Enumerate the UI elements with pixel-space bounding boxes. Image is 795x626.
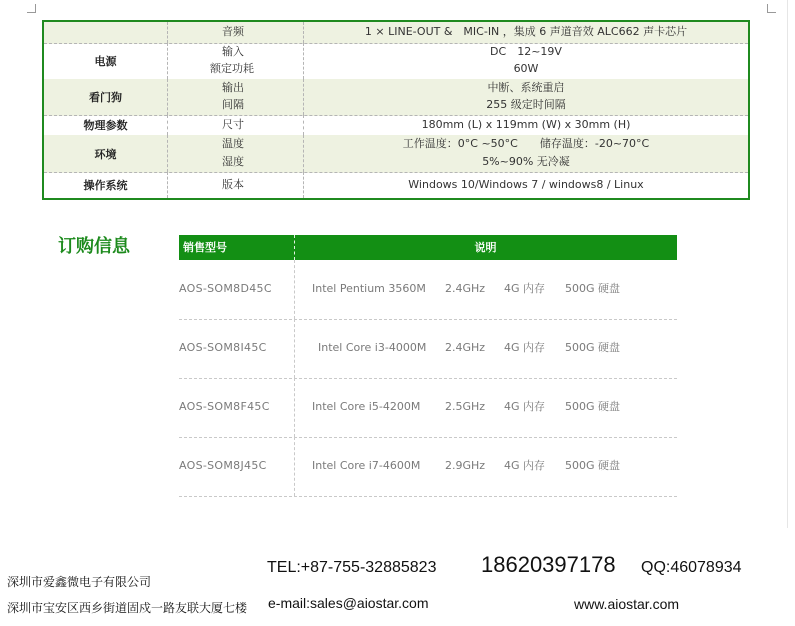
table-row <box>179 260 677 320</box>
spec-row-power <box>44 43 748 80</box>
company-address: 深圳市宝安区西乡街道固戍一路友联大厦七楼 <box>7 601 248 615</box>
cpu-spec: Intel Core i7-4600M <box>312 459 421 472</box>
header-model: 销售型号 <box>183 241 227 254</box>
disk-spec: 500G 硬盘 <box>565 341 621 354</box>
spec-table <box>42 20 750 200</box>
spec-value-cell <box>304 22 748 43</box>
memory-spec: 4G 内存 <box>504 282 546 295</box>
memory-spec: 4G 内存 <box>504 459 546 472</box>
page-margin-line <box>787 0 788 528</box>
order-table <box>179 235 677 495</box>
spec-row-watchdog <box>44 79 748 116</box>
spec-category: 物理参数 <box>44 115 168 135</box>
spec-value: 180mm (L) x 119mm (W) x 30mm (H) <box>421 118 631 131</box>
spec-value: 60W <box>513 62 539 75</box>
spec-value-cell <box>304 43 748 79</box>
website-link[interactable]: www.aiostar.com <box>574 596 680 612</box>
spec-key: 尺寸 <box>222 118 244 131</box>
spec-key-cell <box>168 22 304 43</box>
cpu-frequency: 2.9GHz <box>445 459 486 472</box>
column-divider <box>294 437 295 496</box>
memory-spec: 4G 内存 <box>504 341 546 354</box>
contact-footer <box>0 533 795 626</box>
table-row <box>179 319 677 379</box>
company-name: 深圳市爱鑫微电子有限公司 <box>7 575 152 589</box>
order-info-heading: 订购信息 <box>58 236 130 257</box>
cpu-spec: Intel Pentium 3560M <box>312 282 426 295</box>
model-number: AOS-SOM8F45C <box>179 400 270 413</box>
order-table-header <box>179 235 677 260</box>
cpu-spec: Intel Core i5-4200M <box>312 400 421 413</box>
spec-key: 间隔 <box>222 98 244 111</box>
spec-value: 中断、系统重启 <box>487 81 565 94</box>
header-description: 说明 <box>474 241 497 254</box>
spec-key: 额定功耗 <box>210 62 254 75</box>
spec-key-cell <box>168 79 304 115</box>
model-number: AOS-SOM8I45C <box>179 341 267 354</box>
spec-value: 255 级定时间隔 <box>486 98 566 111</box>
spec-key: 输出 <box>222 81 244 94</box>
page-corner-mark-left <box>27 4 36 13</box>
spec-key: 湿度 <box>222 155 244 168</box>
email-address: e-mail:sales@aiostar.com <box>268 595 429 611</box>
cpu-frequency: 2.4GHz <box>445 282 486 295</box>
qq-number: QQ:46078934 <box>641 559 742 576</box>
disk-spec: 500G 硬盘 <box>565 282 621 295</box>
spec-row-physical <box>44 115 748 136</box>
model-number: AOS-SOM8J45C <box>179 459 267 472</box>
spec-category: 操作系统 <box>44 172 168 198</box>
spec-value: 5%~90% 无冷凝 <box>482 155 570 168</box>
spec-key-cell <box>168 135 304 172</box>
spec-value: Windows 10/Windows 7 / windows8 / Linux <box>408 178 644 191</box>
cpu-frequency: 2.5GHz <box>445 400 486 413</box>
spec-row-audio <box>44 22 748 44</box>
spec-value-cell <box>304 135 748 172</box>
mobile-number: 18620397178 <box>481 552 616 577</box>
page-corner-mark-right <box>767 4 776 13</box>
spec-category: 环境 <box>44 135 168 172</box>
column-divider <box>294 378 295 437</box>
table-row <box>179 437 677 497</box>
column-divider <box>294 319 295 378</box>
spec-row-environment <box>44 135 748 173</box>
spec-key: 音频 <box>222 25 244 38</box>
disk-spec: 500G 硬盘 <box>565 459 621 472</box>
spec-value: 1 × LINE-OUT & MIC-IN ，集成 6 声道音效 ALC662 声卡芯片 <box>364 25 688 38</box>
spec-category: 看门狗 <box>44 79 168 115</box>
column-divider <box>294 260 295 319</box>
disk-spec: 500G 硬盘 <box>565 400 621 413</box>
spec-key: 输入 <box>222 45 244 58</box>
spec-value-cell <box>304 115 748 135</box>
table-row <box>179 378 677 438</box>
memory-spec: 4G 内存 <box>504 400 546 413</box>
spec-row-os <box>44 172 748 198</box>
cpu-spec: Intel Core i3-4000M <box>318 341 427 354</box>
spec-value-cell <box>304 79 748 115</box>
spec-key-cell <box>168 115 304 135</box>
spec-key-cell <box>168 172 304 198</box>
model-number: AOS-SOM8D45C <box>179 282 272 295</box>
spec-category: 电源 <box>44 43 168 79</box>
spec-value: DC 12~19V <box>490 45 562 58</box>
spec-key: 温度 <box>222 137 244 150</box>
cpu-frequency: 2.4GHz <box>445 341 486 354</box>
spec-value: 工作温度：0°C ~50°C 储存温度：-20~70°C <box>402 137 650 150</box>
spec-key-cell <box>168 43 304 79</box>
spec-category <box>44 22 168 43</box>
spec-value-cell <box>304 172 748 198</box>
telephone-number: TEL:+87-755-32885823 <box>267 559 437 576</box>
spec-key: 版本 <box>222 178 244 191</box>
